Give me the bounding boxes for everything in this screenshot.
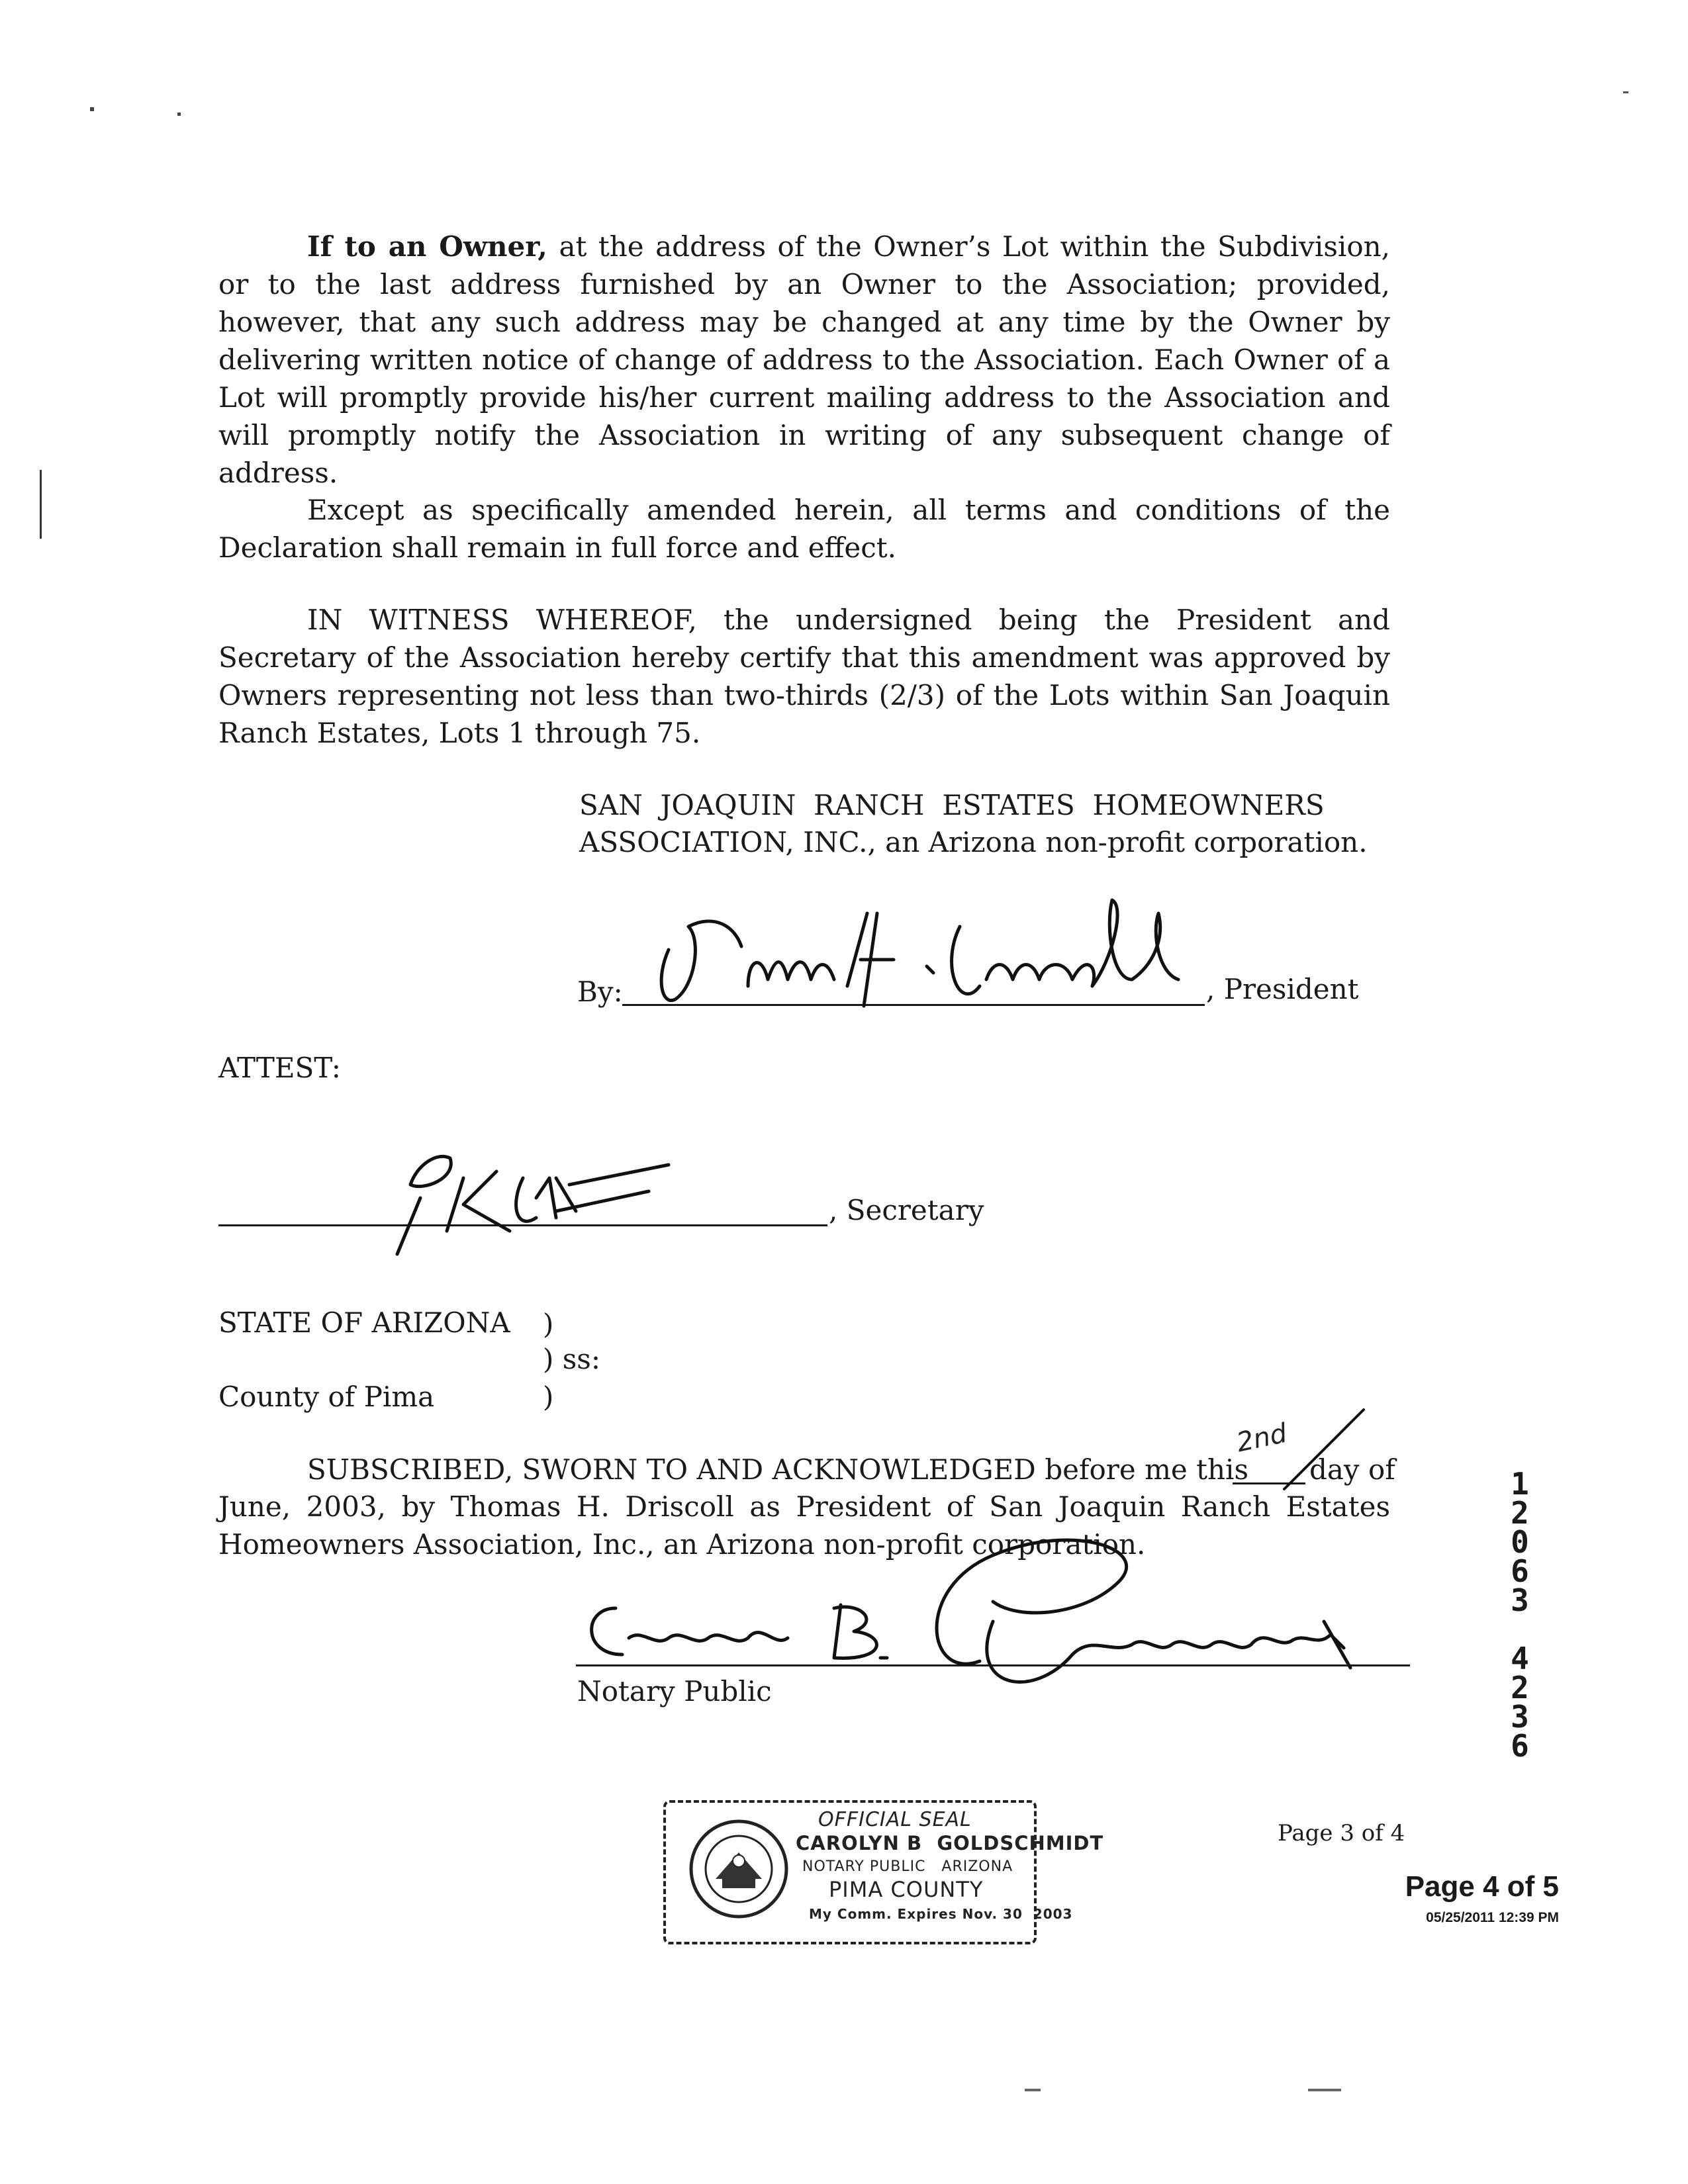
- owner-lead-text: If to an Owner,: [307, 230, 547, 263]
- by-label: By:: [577, 976, 623, 1008]
- recording-digit: 1: [1511, 1466, 1529, 1502]
- venue-paren-3: ): [543, 1381, 554, 1413]
- page-number-inner: Page 3 of 4: [1278, 1820, 1405, 1846]
- ack-part2: day of: [1309, 1453, 1395, 1486]
- witness-text: IN WITNESS WHEREOF, the undersigned being the President and Secretary of the Association hereby certify that this amendment was approved by Owners representing not less than two-thirds (2/3) of the Lots within San Joaquin Ranch Estates, Lots 1 through 75.: [218, 604, 1390, 749]
- association-name-line1: SAN JOAQUIN RANCH ESTATES HOMEOWNERS: [579, 789, 1325, 821]
- secretary-label: , Secretary: [829, 1194, 984, 1226]
- scan-mark: [1308, 2089, 1341, 2091]
- recording-digit: 4: [1511, 1641, 1529, 1676]
- seal-line-3: NOTARY PUBLIC ARIZONA: [802, 1858, 1013, 1875]
- owner-body-text: at the address of the Owner’s Lot within the Subdivision, or to the last address furnished by an Owner to the Association; provided, however, that any such address may be changed at any time by the Owner by delivering written notice of change of address to the Association. Each Owner of a Lot will promptly provide his/her current mailing address to the Association and will promptly notify the Association in writing of any subsequent change of address.: [218, 230, 1391, 489]
- attest-label: ATTEST:: [218, 1052, 341, 1084]
- venue-county: County of Pima: [218, 1381, 435, 1413]
- seal-line-4: PIMA COUNTY: [829, 1877, 984, 1902]
- scan-line: [40, 470, 42, 539]
- recording-digit: 6: [1511, 1553, 1529, 1589]
- venue-state: STATE OF ARIZONA: [218, 1306, 510, 1339]
- president-label: , President: [1206, 973, 1359, 1005]
- venue-paren-1: ): [543, 1308, 554, 1340]
- president-signature: [649, 887, 1192, 1019]
- recording-digit: 0: [1511, 1524, 1529, 1560]
- state-seal-emblem: [686, 1816, 792, 1922]
- scan-mark: [177, 113, 181, 116]
- recording-digit: 2: [1511, 1670, 1529, 1706]
- except-text: Except as specifically amended herein, all terms and conditions of the Declaration shall remain in full force and effect.: [218, 494, 1390, 564]
- seal-line-1: OFFICIAL SEAL: [818, 1808, 972, 1831]
- recording-digit: 3: [1511, 1699, 1529, 1735]
- page-number-outer: Page 4 of 5: [1405, 1870, 1559, 1903]
- recording-digit: 2: [1511, 1495, 1529, 1531]
- scan-mark: [90, 107, 94, 111]
- recording-number: [1507, 1466, 1533, 1764]
- notary-seal: [663, 1800, 1104, 1944]
- scan-mark: [1025, 2089, 1041, 2091]
- seal-line-2: CAROLYN B GOLDSCHMIDT: [796, 1832, 1104, 1854]
- ack-handwritten-day: 2nd: [1234, 1418, 1290, 1459]
- print-timestamp: 05/25/2011 12:39 PM: [1426, 1910, 1559, 1925]
- recording-digit: 6: [1511, 1728, 1529, 1764]
- association-name-line2: ASSOCIATION, INC., an Arizona non-profit corporation.: [579, 826, 1368, 858]
- recording-digit: 3: [1511, 1582, 1529, 1618]
- ack-part3: June, 2003, by Thomas H. Driscoll as President of San Joaquin Ranch Estates Homeowners Association, Inc., an Arizona non-profit corporation.: [218, 1490, 1390, 1561]
- seal-line-5: My Comm. Expires Nov. 30 2003: [809, 1906, 1073, 1922]
- owner-notice-paragraph: [218, 228, 1390, 492]
- ack-part1: SUBSCRIBED, SWORN TO AND ACKNOWLEDGED before me this: [307, 1453, 1249, 1486]
- except-paragraph: [218, 491, 1390, 567]
- witness-paragraph: [218, 601, 1390, 752]
- notary-public-label: Notary Public: [577, 1675, 772, 1707]
- venue-ss: ) ss:: [543, 1343, 600, 1375]
- scan-mark: [1623, 91, 1628, 93]
- secretary-signature: [357, 1138, 675, 1257]
